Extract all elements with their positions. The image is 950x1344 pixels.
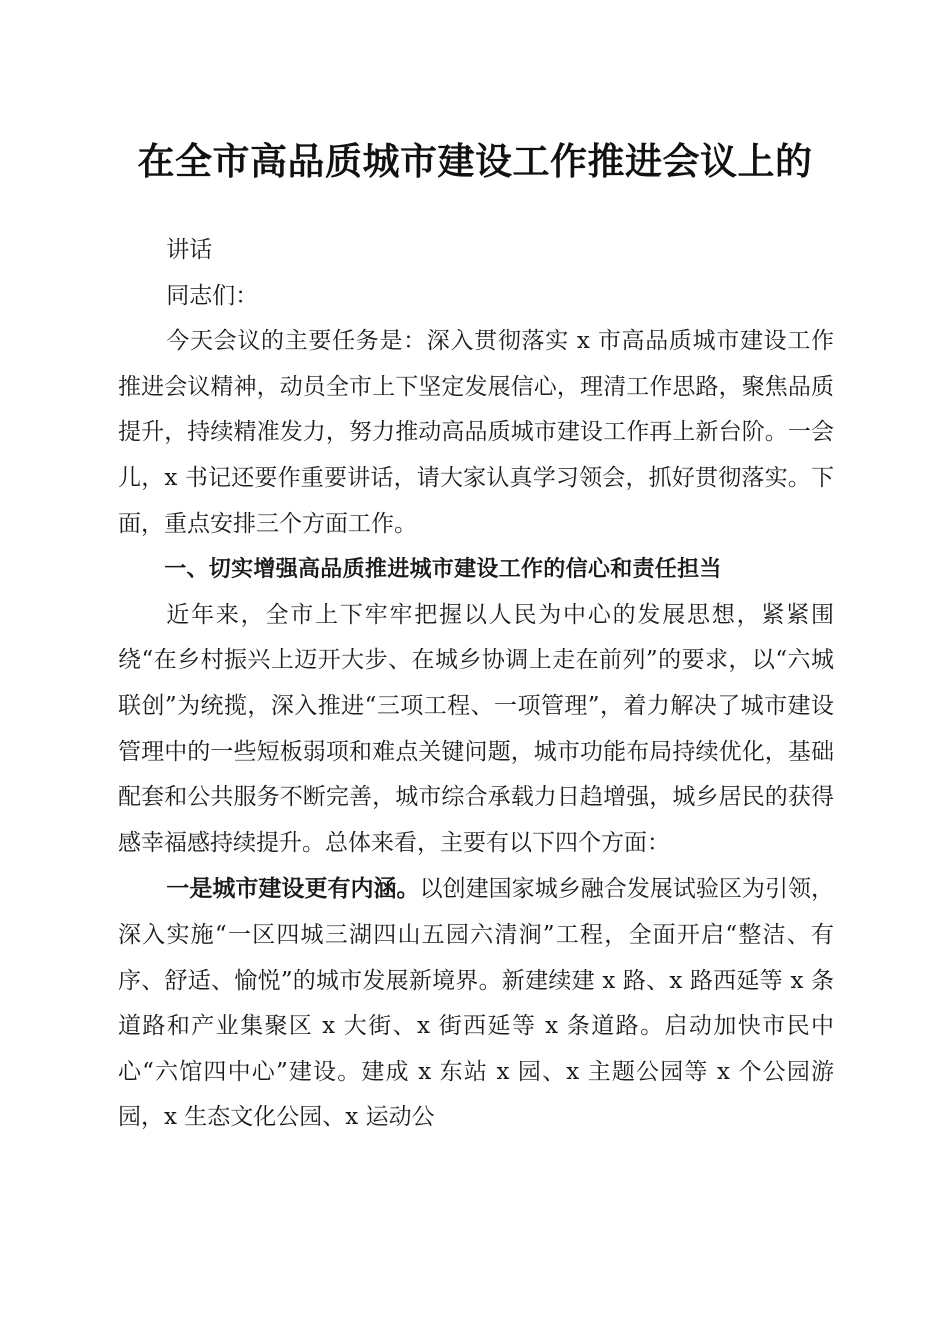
document-body: [118, 228, 834, 1141]
section-1-paragraph-1: 近年来，全市上下牢牢把握以人民为中心的发展思想，紧紧围绕“在乡村振兴上迈开大步、在城乡协调上走在前列”的要求，以“六城联创”为统揽，深入推进“三项工程、一项管理”，着力解决了城市建设管理中的一些短板弱项和难点关键问题，城市功能布局持续优化，基础配套和公共服务不断完善，城市综合承载力日趋增强，城乡居民的获得感幸福感持续提升。总体来看，主要有以下四个方面：: [118, 601, 834, 856]
section-1-heading: 一、切实增强高品质推进城市建设工作的信心和责任担当: [164, 557, 722, 583]
intro-paragraph: 今天会议的主要任务是：深入贯彻落实 x 市高品质城市建设工作推进会议精神，动员全市上下坚定发展信心，理清工作思路，聚焦品质提升，持续精准发力，努力推动高品质城市建设工作再上新台阶。一会儿，x 书记还要作重要讲话，请大家认真学习领会，抓好贯彻落实。下面，重点安排三个方面工作。: [118, 328, 834, 537]
paragraph-body-text: 以创建国家城乡融合发展试验区为引领，深入实施“一区四城三湖四山五园六清涧”工程，全面开启“整洁、有序、舒适、愉悦”的城市发展新境界。新建续建 x 路、x 路西延等 x 条道路和产业集聚区 x 大街、x 街西延等 x 条道路。启动加快市民中心“六馆四中心”建设。建成 x 东站 x 园、x 主题公园等 x 个公园游园，x 生态文化公园、x 运动公: [118, 876, 835, 1131]
paragraph-lead-phrase: 一是城市建设更有内涵。: [166, 875, 420, 903]
salutation: 同志们：: [166, 282, 259, 309]
document-title: 在全市高品质城市建设工作推进会议上的: [137, 139, 813, 183]
section-1-paragraph-2: [118, 866, 834, 1141]
document-subtitle: 讲话: [166, 237, 213, 263]
